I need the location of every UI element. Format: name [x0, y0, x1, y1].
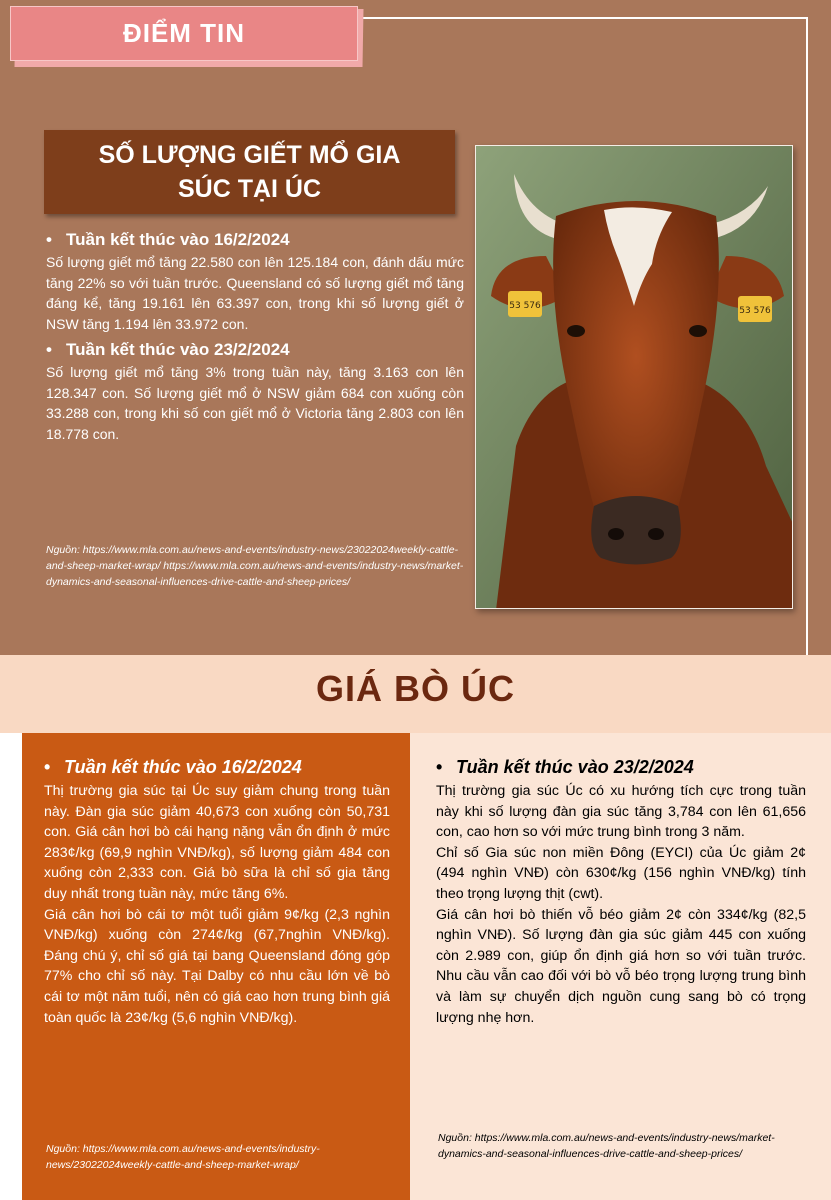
right-column-para-3: Giá cân hơi bò thiến vỗ béo giảm 2¢ còn 334¢/kg (82,5 nghìn VNĐ). Số lượng đàn gia súc giảm 445 con xuống còn 2.989 con, giúp ổn định giá hơn so với tuần trước. Nhu cầu vẫn cao đối với bò vỗ béo trọng lượng trung bình và làm sự chuyển dịch nguồn cung sang bò có trọng lượng nhẹ hơn.	[436, 906, 806, 1026]
article-body	[46, 228, 464, 448]
week-1-title-text: Tuần kết thúc vào 16/2/2024	[66, 230, 290, 249]
left-column-title-text: Tuần kết thúc vào 16/2/2024	[64, 757, 302, 777]
ear-tag-left-text: 53 576	[509, 301, 541, 311]
cow-illustration	[476, 146, 793, 609]
week-1-text: Số lượng giết mổ tăng 22.580 con lên 125.184 con, đánh dấu mức tăng 22% so với tuần trước. Queensland có số lượng giết mổ tăng đáng kể, tăng 19.161 lên 63.397 con, trong khi số lượng giết ở NSW tăng 1.194 lên 33.972 con.	[46, 254, 464, 332]
article-heading: SỐ LƯỢNG GIẾT MỔ GIA SÚC TẠI ÚC	[98, 141, 401, 203]
bullet-icon: •	[436, 757, 443, 777]
frame-line-right	[806, 17, 808, 657]
article-source: Nguồn: https://www.mla.com.au/news-and-events/industry-news/23022024weekly-cattle-and-sheep-market-wrap/ https://www.mla.com.au/news-and-events/industry-news/market-dynamics-and-seasonal-influences-drive-cattle-and-sheep-prices/	[46, 544, 464, 588]
left-column-source: Nguồn: https://www.mla.com.au/news-and-events/industry-news/23022024weekly-cattle-and-sheep-market-wrap/	[46, 1143, 320, 1171]
ear-tag-right-text: 53 576	[739, 306, 771, 316]
right-column-body	[436, 755, 806, 1028]
cow-photo	[475, 145, 793, 609]
right-column	[410, 733, 831, 1200]
bullet-icon: •	[44, 757, 51, 777]
section-tag	[10, 6, 358, 61]
article-heading-box	[44, 130, 455, 214]
frame-line-top	[300, 17, 808, 19]
left-column-title	[44, 755, 390, 779]
right-column-title-text: Tuần kết thúc vào 23/2/2024	[456, 757, 694, 777]
left-column-para-1: Thị trường gia súc tại Úc suy giảm chung trong tuần này. Đàn gia súc giảm 40,673 con xuống còn 50,731 con. Giá cân hơi bò cái hạng nặng vẫn ổn định ở mức 283¢/kg (69,9 nghìn VNĐ/kg), số lượng giảm 484 con xuống còn 2,333 con. Giá bò sữa là chỉ số gia tăng duy nhất trong tuần này, mức tăng 6%.	[44, 783, 390, 902]
right-column-source: Nguồn: https://www.mla.com.au/news-and-events/industry-news/market-dynamics-and-seasonal-influences-drive-cattle-and-sheep-prices/	[438, 1132, 775, 1160]
week-2-title-text: Tuần kết thúc vào 23/2/2024	[66, 340, 290, 359]
right-column-para-1: Thị trường gia súc Úc có xu hướng tích cực trong tuần này khi số lượng đàn gia súc tăng 3,784 con lên 61,656 con, cao hơn so với mức trung bình trong 3 năm.	[436, 783, 806, 841]
section-title: GIÁ BÒ ÚC	[315, 668, 515, 709]
left-column-para-2: Giá cân hơi bò cái tơ một tuổi giảm 9¢/kg (2,3 nghìn VNĐ/kg) xuống còn 274¢/kg (67,7nghìn VNĐ/kg). Đáng chú ý, chỉ số giá tại bang Queensland đóng góp 77% cho chỉ số này. Tại Dalby có nhu cầu lớn về bò cái tơ một năm tuổi, nên có giá cao hơn trung bình giá toàn quốc là 23¢/kg (5,6 nghìn VNĐ/kg).	[44, 906, 390, 1026]
bullet-icon: •	[46, 230, 52, 249]
right-column-para-2: Chỉ số Gia súc non miền Đông (EYCI) của Úc giảm 2¢ (494 nghìn VNĐ) còn 630¢/kg (156 nghìn VNĐ/kg) tính theo trọng lượng thịt (cwt).	[436, 844, 806, 902]
right-column-title	[436, 755, 806, 779]
week-1-title	[46, 228, 464, 252]
left-column-body	[44, 755, 390, 1028]
section-tag-label: ĐIỂM TIN	[122, 18, 246, 48]
left-column	[22, 733, 410, 1200]
week-2-text: Số lượng giết mổ tăng 3% trong tuần này, tăng 3.163 con lên 128.347 con. Số lượng giết mổ ở NSW giảm 684 con xuống còn 33.288 con, trong khi số con giết mổ ở Victoria tăng 2.803 con lên 18.778 con.	[46, 364, 464, 442]
week-2-title	[46, 338, 464, 362]
bullet-icon: •	[46, 340, 52, 359]
